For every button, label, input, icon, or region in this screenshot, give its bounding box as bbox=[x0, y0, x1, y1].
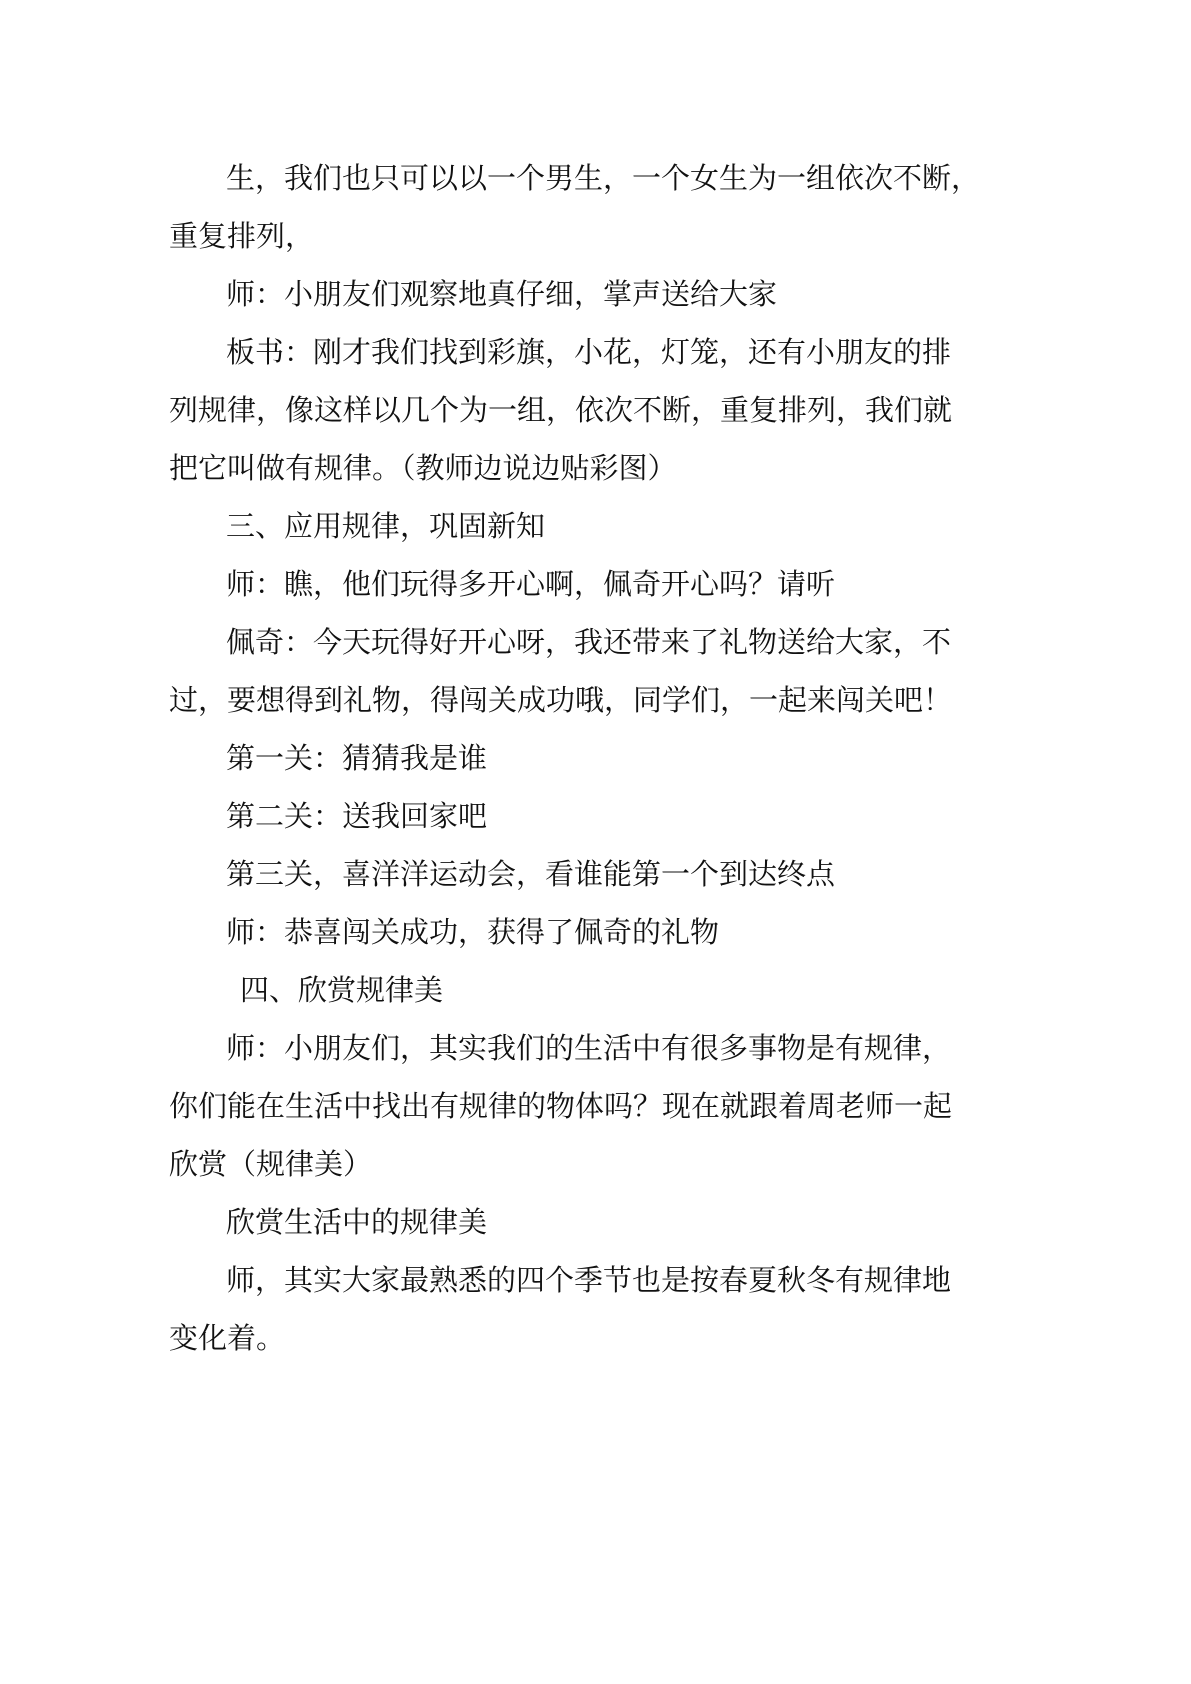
text-line: 师：小朋友们，其实我们的生活中有很多事物是有规律， bbox=[226, 1031, 952, 1065]
text-line: 把它叫做有规律。（教师边说边贴彩图） bbox=[169, 451, 677, 485]
section-heading: 四、欣赏规律美 bbox=[240, 973, 444, 1007]
text-line: 师：恭喜闯关成功，获得了佩奇的礼物 bbox=[226, 915, 720, 949]
text-line: 列规律，像这样以几个为一组，依次不断，重复排列，我们就 bbox=[169, 393, 953, 427]
text-line: 变化着。 bbox=[169, 1321, 286, 1355]
text-line: 过，要想得到礼物，得闯关成功哦，同学们，一起来闯关吧！ bbox=[169, 683, 953, 717]
text-line: 师：小朋友们观察地真仔细，掌声送给大家 bbox=[226, 277, 778, 311]
text-line: 欣赏（规律美） bbox=[169, 1147, 373, 1181]
text-line: 重复排列， bbox=[169, 219, 315, 253]
text-line: 师：瞧，他们玩得多开心啊，佩奇开心吗？请听 bbox=[226, 567, 836, 601]
text-line: 板书：刚才我们找到彩旗，小花，灯笼，还有小朋友的排 bbox=[226, 335, 952, 369]
text-line: 第二关：送我回家吧 bbox=[226, 799, 488, 833]
text-line: 师，其实大家最熟悉的四个季节也是按春夏秋冬有规律地 bbox=[226, 1263, 952, 1297]
text-line: 佩奇：今天玩得好开心呀，我还带来了礼物送给大家，不 bbox=[226, 625, 952, 659]
text-line: 第三关，喜洋洋运动会，看谁能第一个到达终点 bbox=[226, 857, 836, 891]
text-line: 你们能在生活中找出有规律的物体吗？现在就跟着周老师一起 bbox=[169, 1089, 953, 1123]
text-line: 生，我们也只可以以一个男生，一个女生为一组依次不断， bbox=[226, 161, 981, 195]
text-line: 欣赏生活中的规律美 bbox=[226, 1205, 488, 1239]
text-line: 第一关：猜猜我是谁 bbox=[226, 741, 488, 775]
section-heading: 三、应用规律，巩固新知 bbox=[226, 509, 546, 543]
